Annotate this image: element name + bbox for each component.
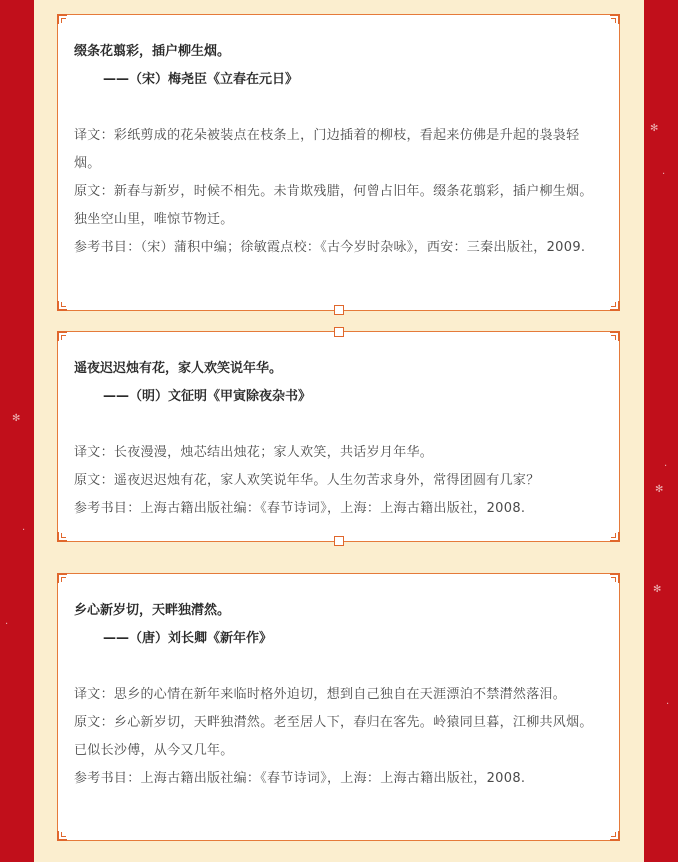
corner-ornament: [610, 573, 620, 583]
content-panel: [34, 0, 644, 862]
corner-ornament: [57, 831, 67, 841]
knot-ornament: [334, 305, 344, 315]
poem-quote: 乡心新岁切，天畔独潸然。: [74, 603, 231, 618]
snow-speck: ·: [664, 461, 668, 472]
corner-ornament: [610, 532, 620, 542]
reference-text: 参考书目：上海古籍出版社编：《春节诗词》，上海：上海古籍出版社，2008.: [74, 771, 526, 786]
corner-ornament: [57, 301, 67, 311]
original-text: 原文：新春与新岁，时候不相先。未肯欺残腊，何曾占旧年。缀条花翦彩，插户柳生烟。独坐空山里，唯惊节物迁。: [74, 184, 593, 227]
poem-quote: 缀条花翦彩，插户柳生烟。: [74, 44, 231, 59]
corner-ornament: [610, 831, 620, 841]
snow-speck: ·: [662, 169, 666, 180]
translation-text: 译文：长夜漫漫，烛芯结出烛花；家人欢笑，共话岁月年华。: [74, 445, 434, 460]
translation-text: 译文：彩纸剪成的花朵被装点在枝条上，门边插着的柳枝，看起来仿佛是升起的袅袅轻烟。: [74, 128, 580, 171]
corner-ornament: [57, 14, 67, 24]
poem-source: ——（宋）梅尧臣《立春在元日》: [103, 72, 299, 87]
poem-card: [57, 331, 620, 542]
snow-speck: ·: [5, 619, 9, 630]
poem-source: ——（明）文征明《甲寅除夜杂书》: [103, 389, 312, 404]
poem-source: ——（唐）刘长卿《新年作》: [103, 631, 273, 646]
snow-speck: ·: [666, 699, 670, 710]
translation-text: 译文：思乡的心情在新年来临时格外迫切，想到自己独自在天涯漂泊不禁潸然落泪。: [74, 687, 567, 702]
poem-card: [57, 14, 620, 311]
original-text: 原文：遥夜迟迟烛有花，家人欢笑说年华。人生勿苦求身外，常得团圆有几家？: [74, 473, 540, 488]
snow-speck: ✻: [12, 413, 21, 424]
poem-quote: 遥夜迟迟烛有花，家人欢笑说年华。: [74, 361, 283, 376]
snow-speck: ✻: [650, 123, 659, 134]
poem-card: [57, 573, 620, 841]
corner-ornament: [57, 573, 67, 583]
reference-text: 参考书目：（宋）蒲积中编；徐敏霞点校：《古今岁时杂咏》，西安：三秦出版社，2009.: [74, 240, 586, 255]
corner-ornament: [610, 331, 620, 341]
knot-ornament: [334, 536, 344, 546]
reference-text: 参考书目：上海古籍出版社编：《春节诗词》，上海：上海古籍出版社，2008.: [74, 501, 526, 516]
corner-ornament: [57, 532, 67, 542]
corner-ornament: [57, 331, 67, 341]
snow-speck: ·: [22, 525, 26, 536]
snow-speck: ✻: [655, 484, 664, 495]
corner-ornament: [610, 14, 620, 24]
original-text: 原文：乡心新岁切，天畔独潸然。老至居人下，春归在客先。岭猿同旦暮，江柳共风烟。已似长沙傅，从今又几年。: [74, 715, 593, 758]
snow-speck: ✻: [653, 584, 662, 595]
corner-ornament: [610, 301, 620, 311]
knot-ornament: [334, 327, 344, 337]
